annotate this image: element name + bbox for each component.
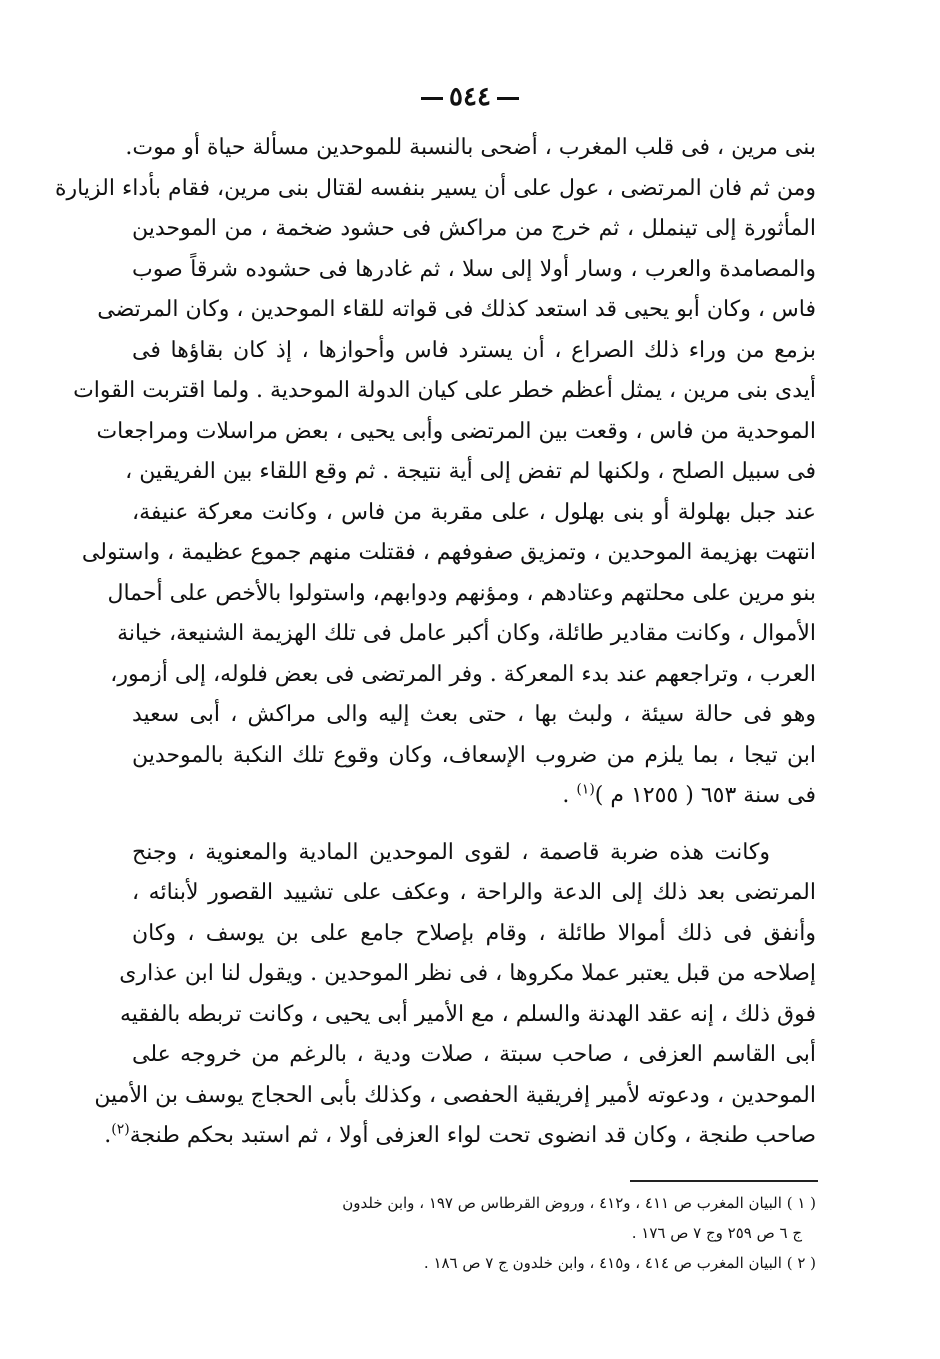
paragraph-line: فوق ذلك ، إنه عقد الهدنة والسلم ، مع الأمير أبى يحيى ، وكانت تربطه بالفقيه xyxy=(120,1001,816,1027)
paragraph-line: وكانت هذه ضربة قاصمة ، لقوى الموحدين المادية والمعنوية ، وجنح xyxy=(132,839,770,865)
paragraph-line xyxy=(104,1116,816,1157)
paragraph-line: وهو فى حالة سيئة ، ولبث بها ، حتى بعث إليه والى مراكش ، أبى سعيد xyxy=(132,702,816,727)
paragraph-line: عند جبل بهلولة أو بنى بهلول ، على مقربة من فاس ، وكانت معركة عنيفة، xyxy=(132,499,816,525)
paragraph-line: ابن تيجا ، بما يلزم من ضروب الإسعاف، وكان وقوع تلك النكبة بالموحدين xyxy=(132,742,816,768)
page-number-dash-left xyxy=(421,97,443,100)
paragraph-line: أيدى بنى مرين ، يمثل أعظم خطر على كيان الدولة الموحدية . ولما اقتربت القوات xyxy=(73,378,816,403)
paragraph-1 xyxy=(55,128,816,776)
paragraph-line: بنى مرين ، فى قلب المغرب ، أضحى بالنسبة للموحدين مسألة حياة أو موت. xyxy=(125,135,816,160)
paragraph-line: بزمع من وراء ذلك الصراع ، أن يسترد فاس وأحوازها ، إذ كان بقاؤها فى xyxy=(132,337,816,363)
paragraph-2-end: . xyxy=(104,1123,112,1148)
paragraph-line xyxy=(132,776,816,817)
paragraph-1-end: . xyxy=(562,783,577,808)
paragraph-gap xyxy=(132,817,816,833)
footnote-1-line-2: ج ٦ ص ٢٥٩ وج ٧ ص ١٧٦ . xyxy=(631,1224,802,1242)
paragraph-line: الأموال ، وكانت مقادير طائلة، وكان أكبر عامل فى تلك الهزيمة الشنيعة، خيانة xyxy=(117,621,816,646)
paragraph-line: انتهت بهزيمة الموحدين ، وتمزيق صفوفهم ، فقتلت منهم جموع عظيمة ، واستولى xyxy=(81,540,816,565)
page-number xyxy=(0,82,940,112)
footnote-2-line-1: ( ٢ ) البيان المغرب ص ٤١٤ ، و٤١٥ ، وابن خلدون ج ٧ ص ١٨٦ . xyxy=(423,1254,816,1272)
paragraph-line: وأنفق فى ذلك أموالا طائلة ، وقام بإصلاح جامع على بن يوسف ، وكان xyxy=(132,920,816,946)
paragraph-line: بنو مرين على محلتهم وعتادهم ، ومؤنهم ودوابهم، واستولوا بالأخص على أحمال xyxy=(107,580,816,606)
footnote-1-line-1: ( ١ ) البيان المغرب ص ٤١١ ، و٤١٢ ، وروض القرطاس ص ١٩٧ ، وابن خلدون xyxy=(342,1194,816,1212)
paragraph-line: المرتضى بعد ذلك إلى الدعة والراحة ، وعكف على تشييد القصور لأبنائه ، xyxy=(132,880,816,905)
paragraph-line: الموحدين ، ودعوته لأمير إفريقية الحفصى ، وكذلك بأبى الحجاج يوسف بن الأمين xyxy=(94,1082,816,1108)
page-number-value: ٥٤٤ xyxy=(449,82,491,112)
body-text xyxy=(55,128,816,1157)
paragraph-2-last-line: صاحب طنجة ، وكان قد انضوى تحت لواء العزفى أولا ، ثم استبد بحكم طنجة xyxy=(129,1123,816,1148)
footnote-separator xyxy=(630,1180,818,1182)
footnote-reference-1: (١) xyxy=(576,781,595,798)
paragraph-line: العرب ، وتراجعهم عند بدء المعركة . وفر المرتضى فى بعض فلوله، إلى أزمور، xyxy=(110,661,816,687)
paragraph-line: فاس ، وكان أبو يحيى قد استعد كذلك فى قواته للقاء الموحدين ، وكان المرتضى xyxy=(97,297,816,322)
paragraph-line: المأثورة إلى تينملل ، ثم خرج من مراكش فى حشود ضخمة ، من الموحدين xyxy=(132,216,816,241)
paragraph-line: ومن ثم فان المرتضى ، عول على أن يسير بنفسه لقتال بنى مرين، فقام بأداء الزيارة xyxy=(55,175,816,201)
paragraph-2 xyxy=(94,833,816,1117)
page-number-dash-right xyxy=(497,97,519,100)
paragraph-line: والمصامدة والعرب ، وسار أولا إلى سلا ، ثم غادرها فى حشوده شرقاً صوب xyxy=(132,256,816,282)
paragraph-line: إصلاحه من قبل يعتبر عملا مكروها ، فى نظر الموحدين . ويقول لنا ابن عذارى xyxy=(119,961,816,986)
footnotes xyxy=(132,1188,816,1278)
paragraph-1-last-line: فى سنة ٦٥٣ ( ١٢٥٥ م ) xyxy=(594,783,816,808)
paragraph-line: الموحدية من فاس ، وقعت بين المرتضى وأبى يحيى ، بعض مراسلات ومراجعات xyxy=(96,418,816,444)
paragraph-line: أبى القاسم العزفى ، صاحب سبتة ، صلات ودية ، بالرغم من خروجه على xyxy=(132,1042,816,1067)
footnote-reference-2: (٢) xyxy=(111,1121,130,1138)
paragraph-line: فى سبيل الصلح ، ولكنها لم تفض إلى أية نتيجة . ثم وقع اللقاء بين الفريقين ، xyxy=(125,459,816,484)
